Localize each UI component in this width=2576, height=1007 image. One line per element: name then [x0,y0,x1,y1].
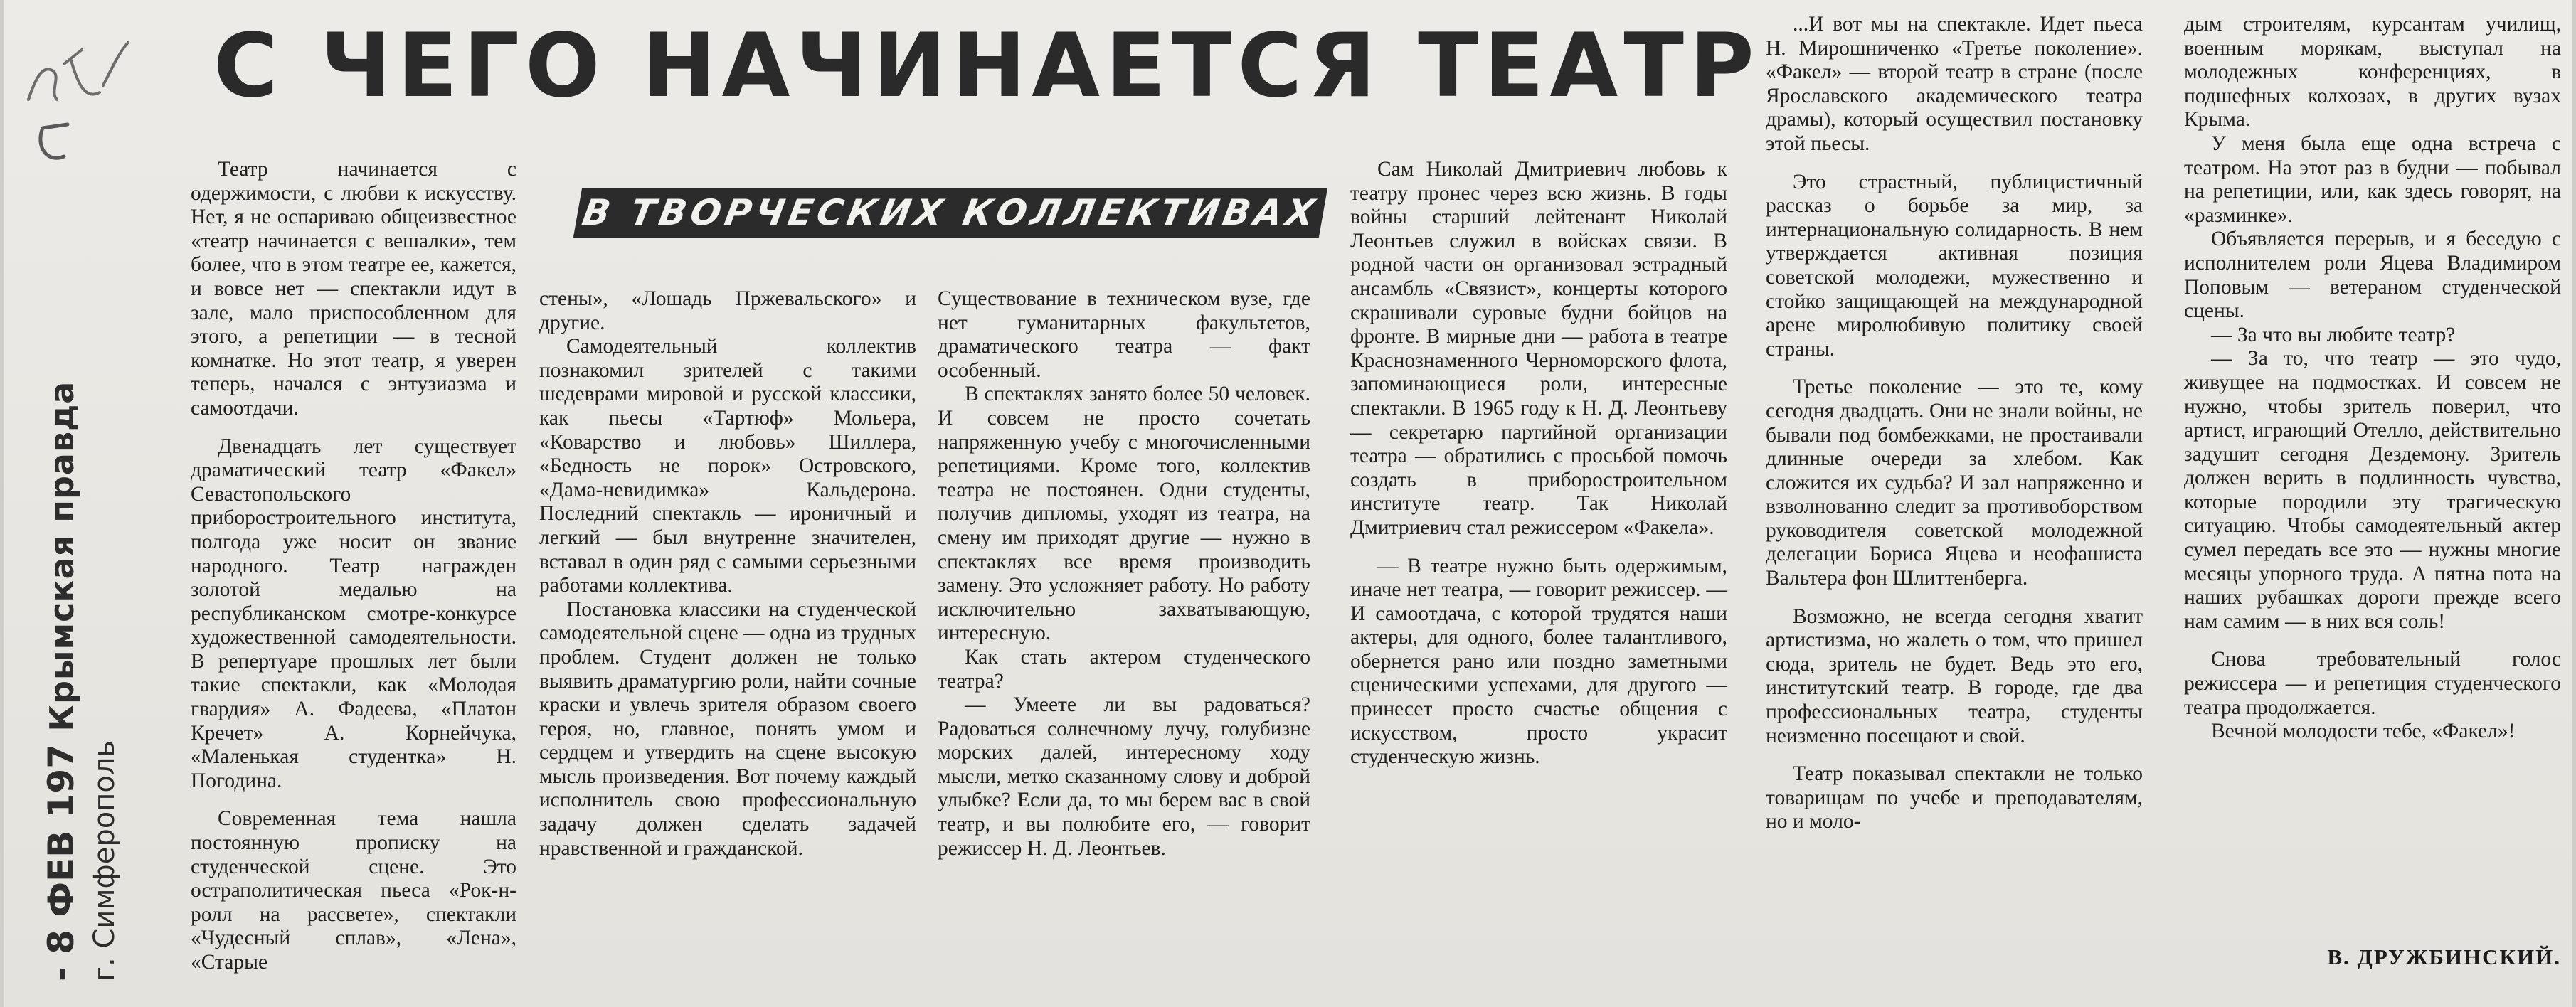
paragraph: У меня была еще одна встреча с театром. На этот раз в будни — побывал на репетиции, или, как здесь говорят, на «разминке». [2184,132,2561,227]
paragraph: В спектаклях занято более 50 человек. И совсем не просто сочетать напряженную учебу с многочисленными репетициями. Кроме того, коллектив театра не постоянен. Одни студенты, получив дипломы, уходят из театра, на смену им приходят другие — нужно в спектаклях все время производить замену. Это усложняет работу. Но работу исключительно захватывающую, интересную. [938,383,1310,645]
author-signature: В. ДРУЖБИНСКИЙ. [2327,944,2561,969]
article-column-4 [1350,158,1727,769]
paragraph: — За что вы любите театр? [2211,323,2456,346]
paragraph: Современная тема нашла постоянную прописку на студенческой сцене. Это остраполитическая пьеса «Рок-н-ролл на рассвете», спектакли «Чудесный сплав», «Лена», «Старые [191,807,516,974]
handwriting-scribble [14,21,142,178]
stamp-date: - 8 ФЕВ 197 [41,744,82,981]
paragraph: Возможно, не всегда сегодня хватит артистизма, но жалеть о том, что пришел сюда, зритель не будет. Ведь это его, институтский театр. В городе, где два профессиональных театра, студенты неизменно посещают и свой. [1766,604,2143,747]
paragraph: Постановка классики на студенческой самодеятельной сцене — одна из трудных проблем. Студент должен не только выявить драматургию роли, найти сочные краски и увлечь зрителя образом своего героя, но, главное, понять умом и сердцем и утвердить на сцене высокую мысль произведения. Вот почему каждый исполнитель свою профессиональную задачу должен сделать задачей нравственной и гражданской. [539,597,916,860]
paragraph: Снова требовательный голос режиссера — и репетиция студенческого театра продолжается. [2184,648,2561,719]
paragraph: стены», «Лошадь Пржевальского» и другие. [539,287,916,334]
paragraph: — За то, что театр — это чудо, живущее на подмостках. И совсем не нужно, чтобы зритель поверил, что артист, играющий Отелло, действительно задушит сегодня Дездемону. Зритель должен верить в подлинность чувства, которые породили эту трагическую ситуацию. Чтобы самодеятельный актер сумел передать все это — нужны многие месяцы упорного труда. А пятна пота на наших рубашках дороги прежде всего нам самим — в них вся соль! [2184,347,2561,633]
section-rubric: В ТВОРЧЕСКИХ КОЛЛЕКТИВАХ [573,188,1327,238]
paragraph: Существование в техническом вузе, где нет гуманитарных факультетов, драматического театра — факт особенный. [938,287,1310,382]
paragraph: — Умеете ли вы радоваться? Радоваться солнечному лучу, голубизне морских далей, интересному ходу мысли, метко сказанному слову и доброй улыбке? Если да, то мы берем вас в свой театр, и вы полюбите его, — говорит режиссер Н. Д. Леонтьев. [938,693,1310,860]
article-column-5 [1766,13,2143,834]
paragraph: Вечной молодости тебе, «Факел»! [2211,720,2516,743]
stamp-source: Крымская правда [43,380,81,732]
handwritten-margin-note [14,21,142,178]
paragraph: Объявляется перерыв, и я беседую с исполнителем роли Яцева Владимиром Поповым — ветераном студенческой сцены. [2184,228,2561,323]
paragraph: Двенадцать лет существует драматический театр «Факел» Севастопольского приборостроительного института, полгода уже носит он звание народного. Театр награжден золотой медалью на республиканском смотре-конкурсе художественной самодеятельности. В репертуаре прошлых лет были такие спектакли, как «Молодая гвардия» А. Фадеева, «Платон Кречет» А. Корнейчука, «Маленькая студентка» Н. Погодина. [191,435,516,792]
paragraph: Театр показывал спектакли не только товарищам по учебе и преподавателям, но и моло- [1766,762,2143,833]
paper-edge-right [2572,0,2576,1007]
article-column-1 [191,158,516,975]
paragraph: — В театре нужно быть одержимым, иначе нет театра, — говорит режиссер. — И самоотдача, с которой трудятся наши актеры, для одного, более талантливого, обернется рано или поздно заметными сценическими успехами, для другого — принесет просто счастье общения с искусством, просто украсит студенческую жизнь. [1350,554,1727,769]
paragraph: Сам Николай Дмитриевич любовь к театру пронес через всю жизнь. В годы войны старший лейтенант Николай Леонтьев служил в войсках связи. В родной части он организовал эстрадный ансамбль «Связист», концерты которого скрашивали суровые будни бойцов на фронте. В мирные дни — работа в театре Краснознаменного Черноморского флота, запоминающиеся роли, интересные спектакли. В 1965 году к Н. Д. Леонтьеву — секретарю партийной организации театра — обратились с просьбой помочь создать в приборостроительном институте театр. Так Николай Дмитриевич стал режиссером «Факела». [1350,158,1727,539]
paper-edge-left [0,0,4,1007]
publication-stamp [40,380,125,981]
paragraph: Третье поколение — это те, кому сегодня двадцать. Они не знали войны, не бывали под бомбежками, не простаивали длинные очереди за хлебом. Как сложится их судьба? И зал напряженно и взволнованно следит за противоборством руководителя советской молодежной делегации Бориса Яцева и неофашиста Вальтера фон Шлиттенберга. [1766,375,2143,590]
article-column-2 [539,287,916,861]
paragraph: дым строителям, курсантам училищ, военным морякам, выступал на молодежных конференциях, в подшефных колхозах, в других вузах Крыма. [2184,13,2561,132]
stamp-city: г. Симферополь [88,740,121,981]
paragraph: Это страстный, публицистичный рассказ о борьбе за мир, за интернациональную солидарность. В нем утверждается активная позиция советской молодежи, мужественно и стойко защищающей на международной арене миролюбивую политику своей страны. [1766,170,2143,361]
paragraph: Как стать актером студенческого театра? [938,645,1310,693]
paragraph: Театр начинается с одержимости, с любви к искусству. Нет, я не оспариваю общеизвестное «театр начинается с вешалки», тем более, что в этом театре ее, кажется, и вовсе нет — спектакли идут в зале, мало приспособленном для этого, а репетиции — в тесной комнатке. Но этот театр, я уверен теперь, начался с энтузиазма и самоотдачи. [191,158,516,420]
paragraph: Самодеятельный коллектив познакомил зрителей с такими шедеврами мировой и русской классики, как пьесы «Тартюф» Мольера, «Коварство и любовь» Шиллера, «Бедность не порок» Островского, «Дама-невидимка» Кальдерона. Последний спектакль — ироничный и легкий — был внутренне значителен, вставал в один ряд с самыми серьезными работами коллектива. [539,335,916,597]
article-column-6 [2184,13,2561,744]
article-column-3 [938,287,1310,861]
paragraph: ...И вот мы на спектакле. Идет пьеса Н. Мирошниченко «Третье поколение». «Факел» — второй театр в стране (после Ярославского академического театра драмы), который осуществил постановку этой пьесы. [1766,13,2143,155]
article-headline: С ЧЕГО НАЧИНАЕТСЯ ТЕАТР [213,15,1760,117]
